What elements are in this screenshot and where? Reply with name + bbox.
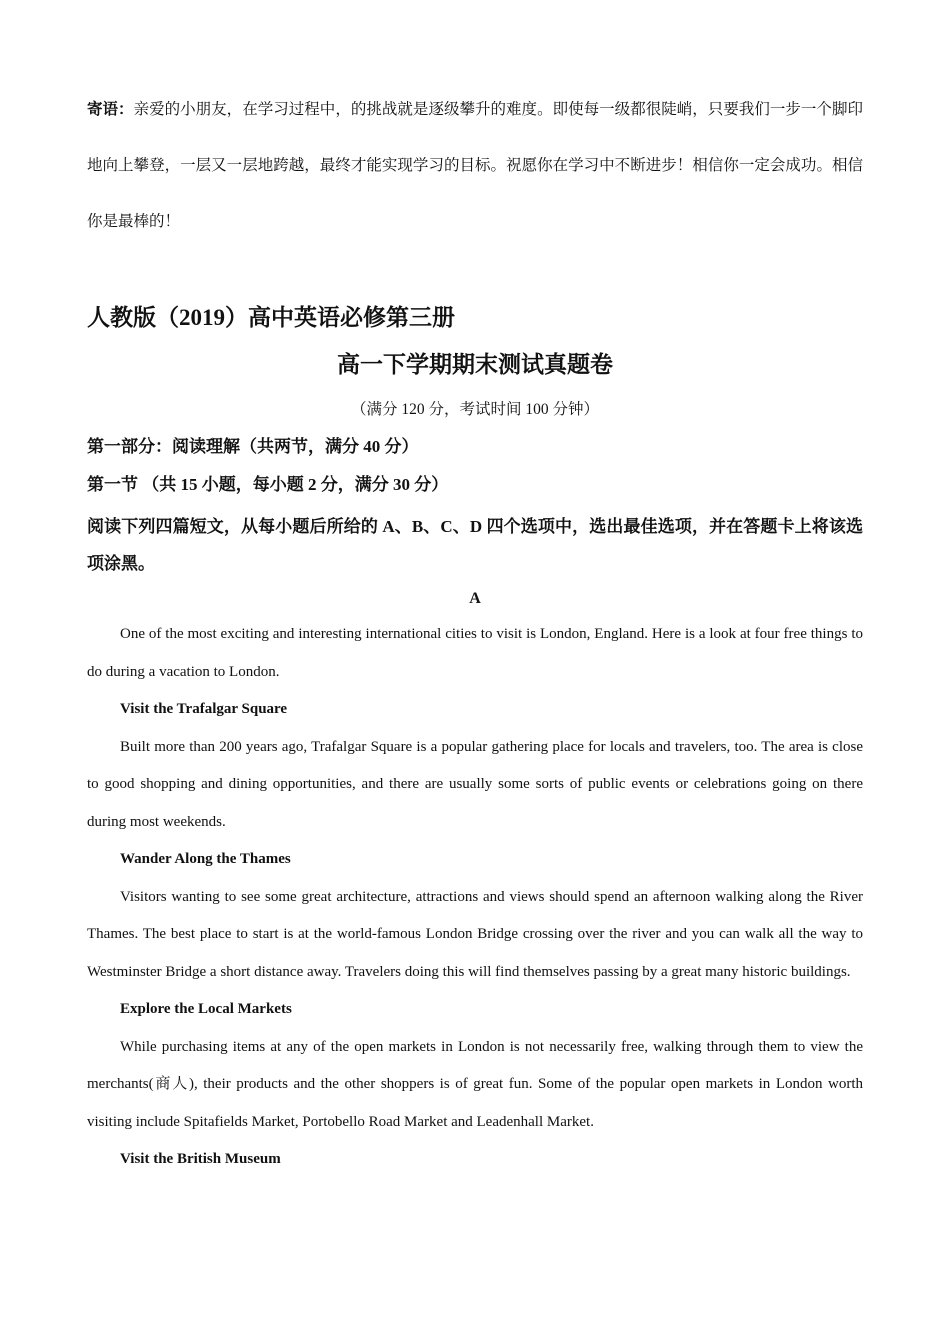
exam-title: 高一下学期期末测试真题卷 [337, 352, 613, 377]
item-heading: Visit the British Museum [120, 1151, 281, 1167]
part-heading: 第一部分：阅读理解（共两节，满分 40 分） [87, 437, 419, 456]
book-title: 人教版（2019）高中英语必修第三册 [87, 305, 455, 330]
instructions: 阅读下列四篇短文，从每小题后所给的 A、B、C、D 四个选项中，选出最佳选项，并在答题卡上将该选项涂黑。 [87, 517, 863, 573]
passage-intro: One of the most exciting and interesting international cities to visit is London, England. Here is a look at four free things to do during a vacation to London. [87, 626, 863, 680]
encouragement-note [87, 82, 863, 250]
exam-meta: （满分 120 分，考试时间 100 分钟） [350, 401, 599, 418]
note-text: 亲爱的小朋友，在学习过程中，的挑战就是逐级攀升的难度。即使每一级都很陡峭，只要我们一步一个脚印地向上攀登，一层又一层地跨越，最终才能实现学习的目标。祝愿你在学习中不断进步！相信你一定会成功。相信你是最棒的！ [87, 101, 863, 230]
item-heading: Explore the Local Markets [120, 1001, 292, 1017]
item-body: While purchasing items at any of the open markets in London is not necessarily free, walking through them to view the merchants(商人), their products and the other shoppers is of great fun. Some of the popular open markets in London worth visiting include Spitafields Market, Portobello Road Market and Leadenhall Market. [87, 1038, 863, 1130]
item-heading: Visit the Trafalgar Square [120, 701, 288, 717]
item-heading: Wander Along the Thames [120, 851, 291, 867]
passage-a [87, 616, 863, 1179]
note-label: 寄语： [87, 101, 134, 118]
item-body: Built more than 200 years ago, Trafalgar Square is a popular gathering place for locals and travelers, too. The area is close to good shopping and dining opportunities, and there are usually some sorts of public events or celebrations going on there during most weekends. [87, 738, 863, 830]
section-heading: 第一节 （共 15 小题，每小题 2 分，满分 30 分） [87, 475, 449, 494]
item-body: Visitors wanting to see some great architecture, attractions and views should spend an afternoon walking along the River Thames. The best place to start is at the world-famous London Bridge crossing over the river and you can walk all the way to Westminster Bridge a short distance away. Travelers doing this will find themselves passing by a great many historic buildings. [87, 888, 863, 980]
passage-label: A [469, 590, 481, 607]
